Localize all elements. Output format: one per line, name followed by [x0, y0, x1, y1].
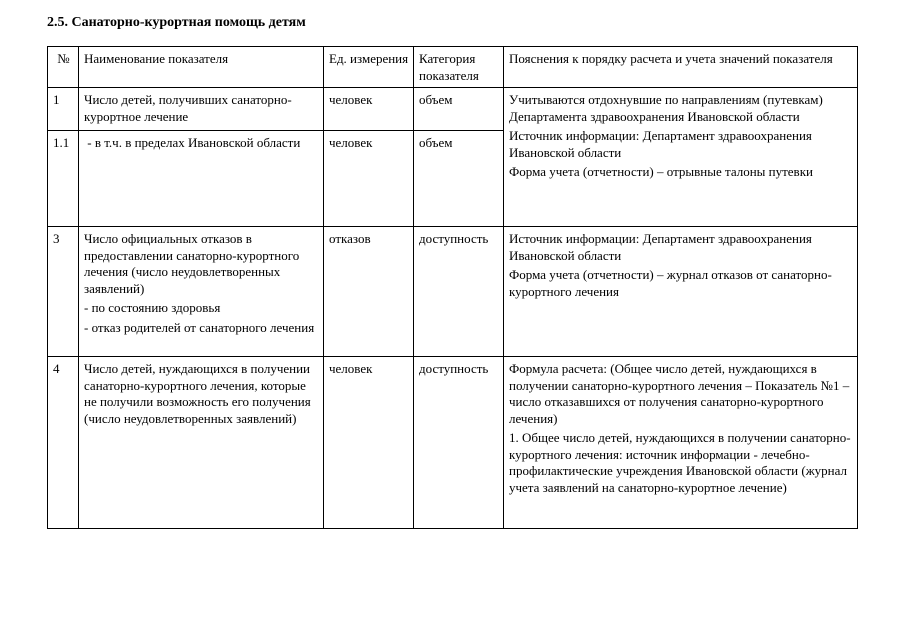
note-text: Источник информации: Департамент здравоохранения Ивановской области — [509, 231, 812, 263]
row-unit: человек — [324, 131, 414, 227]
row-category: доступность — [414, 357, 504, 529]
note-text: 1. Общее число детей, нуждающихся в получении санаторно-курортного лечения: источник информации - лечебно-профилактические учреждения Ивановской области (журнал учета заявлений на санаторно-курортное лечение) — [509, 430, 851, 495]
header-notes: Пояснения к порядку расчета и учета значений показателя — [504, 47, 858, 88]
header-unit: Ед. измерения — [324, 47, 414, 88]
row-num: 1 — [48, 88, 79, 131]
row-name-cell — [79, 227, 324, 357]
header-category: Категория показателя — [414, 47, 504, 88]
row-name: - в т.ч. в пределах Ивановской области — [79, 131, 324, 227]
row-num: 1.1 — [48, 131, 79, 227]
note-text: Форма учета (отчетности) – журнал отказов от санаторно-курортного лечения — [509, 267, 832, 299]
row-num: 4 — [48, 357, 79, 529]
row-unit: человек — [324, 357, 414, 529]
note-text: Формула расчета: (Общее число детей, нуждающихся в получении санаторно-курортного лечения – Показатель №1 – число отказавшихся от получения санаторно-курортного лечения) — [509, 361, 850, 426]
row-subitem: - отказ родителей от санаторного лечения — [84, 319, 315, 335]
indicators-table — [47, 46, 858, 529]
section-title: 2.5. Санаторно-курортная помощь детям — [47, 15, 306, 30]
note-text: Источник информации: Департамент здравоохранения Ивановской области — [509, 128, 812, 160]
row-unit: человек — [324, 88, 414, 131]
note-text: Форма учета (отчетности) – отрывные талоны путевки — [509, 164, 813, 179]
row-name: Число детей, нуждающихся в получении санаторно-курортного лечения, которые не получили возможность его получения (число неудовлетворенных заявлений) — [79, 357, 324, 529]
table-header-row — [48, 47, 858, 88]
table-row — [48, 88, 858, 131]
row-category: объем — [414, 131, 504, 227]
row-notes-merged — [504, 88, 858, 227]
row-unit: отказов — [324, 227, 414, 357]
row-category: доступность — [414, 227, 504, 357]
row-notes — [504, 357, 858, 529]
note-text: Учитываются отдохнувшие по направлениям (путевкам) Департамента здравоохранения Ивановской области — [509, 92, 823, 124]
row-subitem: - по состоянию здоровья — [84, 300, 221, 315]
header-name: Наименование показателя — [79, 47, 324, 88]
row-name: Число официальных отказов в предоставлении санаторно-курортного лечения (число неудовлетворенных заявлений) — [84, 231, 300, 296]
row-notes — [504, 227, 858, 357]
table-row — [48, 357, 858, 529]
table-row — [48, 227, 858, 357]
row-num: 3 — [48, 227, 79, 357]
row-name: Число детей, получивших санаторно-курортное лечение — [79, 88, 324, 131]
row-category: объем — [414, 88, 504, 131]
header-num: № — [48, 47, 79, 88]
